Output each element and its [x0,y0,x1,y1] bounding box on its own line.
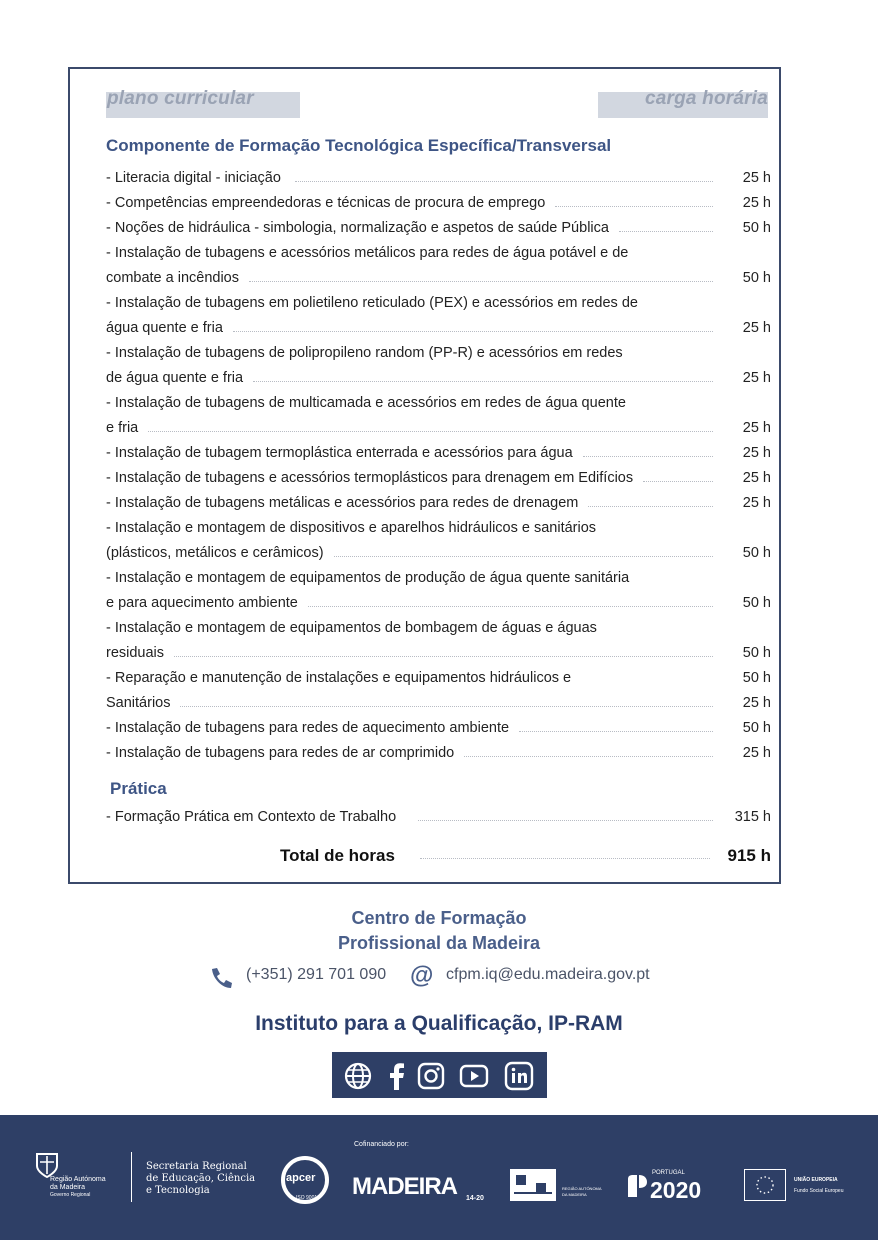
list-item [106,220,771,245]
ram-logo-line1: REGIÃO AUTÓNOMA [562,1186,602,1191]
item-label-line: Sanitários [106,695,171,711]
linkedin-icon[interactable] [504,1061,534,1091]
portugal-2020-year: 2020 [650,1177,702,1203]
item-label-line: - Instalação de tubagens para redes de ar comprimido [106,745,455,761]
apcer-text: apcer [286,1172,316,1184]
item-hours: 25 h [742,745,771,761]
item-label [106,170,726,195]
item-label [106,395,726,445]
item-label [106,720,726,745]
dotted-leader [174,656,713,657]
dotted-leader [583,456,713,457]
dotted-leader [643,481,713,482]
dotted-leader [233,331,713,332]
list-item [106,170,771,195]
dotted-leader [519,731,713,732]
item-label [106,445,726,470]
dotted-leader [588,506,713,507]
list-item [106,620,771,670]
footer [0,1115,878,1240]
list-item-pratica [106,809,771,833]
item-label [106,345,726,395]
item-label [106,470,726,495]
item-label [106,195,726,220]
item-hours: 50 h [742,545,771,561]
item-label-line: - Instalação de tubagens metálicas e acessórios para redes de drenagem [106,495,579,511]
region-line1: Região Autónoma [50,1176,106,1183]
item-label-line: - Instalação e montagem de dispositivos e aparelhos hidráulicos e sanitários [106,520,597,536]
item-hours: 25 h [742,470,771,486]
list-item [106,495,771,520]
eu-flag [744,1169,786,1201]
item-hours: 50 h [742,595,771,611]
header-right-label: carga horária [645,88,768,109]
item-label-line: - Instalação e montagem de equipamentos de bombagem de águas e águas [106,620,597,636]
item-hours: 315 h [734,809,771,825]
dotted-leader [148,431,713,432]
total-dotted-leader [420,858,710,859]
item-label-line: - Instalação de tubagens e acessórios termoplásticos para drenagem em Edifícios [106,470,634,486]
ram-logo [510,1169,556,1201]
item-label-line: água quente e fria [106,320,223,336]
list-item [106,245,771,295]
footer-divider [131,1152,132,1202]
item-label [106,570,726,620]
header-plano-curricular [106,88,300,118]
item-hours: 25 h [742,195,771,211]
dotted-leader [253,381,713,382]
item-label [106,245,726,295]
dotted-leader [249,281,713,282]
portugal-2020-symbol [626,1173,648,1199]
dotted-leader [619,231,713,232]
list-item [106,295,771,345]
globe-icon[interactable] [343,1061,373,1091]
item-hours: 25 h [742,695,771,711]
item-label [106,670,726,720]
list-item [106,345,771,395]
header-carga-horaria [598,88,768,118]
item-label-line: - Competências empreendedoras e técnicas de procura de emprego [106,195,546,211]
item-label-line: - Noções de hidráulica - simbologia, normalização e aspetos de saúde Pública [106,220,609,236]
eu-label-line1: UNIÃO EUROPEIA [794,1177,838,1183]
item-label [106,495,726,520]
phone-number[interactable]: (+351) 291 701 090 [246,966,387,983]
item-label [106,620,726,670]
item-label-line: e para aquecimento ambiente [106,595,298,611]
list-item [106,195,771,220]
dotted-leader [308,606,713,607]
list-item [106,520,771,570]
secretaria-line3: e Tecnologia [146,1185,210,1196]
dotted-leader [295,181,713,182]
region-shield-logo [34,1152,60,1178]
dotted-leader [555,206,713,207]
item-hours: 25 h [742,370,771,386]
total-label: Total de horas [280,846,395,865]
institute-name: Instituto para a Qualificação, IP-RAM [255,1012,623,1035]
item-label [106,295,726,345]
list-item [106,395,771,445]
item-label-line: - Instalação de tubagem termoplástica enterrada e acessórios para água [106,445,573,461]
item-hours: 50 h [742,670,771,686]
phone-icon [208,966,236,990]
center-name-line2: Profissional da Madeira [337,933,541,953]
item-hours: 50 h [742,645,771,661]
item-label-line: - Instalação de tubagens em polietileno reticulado (PEX) e acessórios em redes de [106,295,638,311]
item-label-line: (plásticos, metálicos e cerâmicos) [106,545,324,561]
item-label [106,745,726,770]
item-label-line: combate a incêndios [106,270,239,286]
email-at-icon: @ [410,962,434,989]
item-label-line: - Instalação e montagem de equipamentos de produção de água quente sanitária [106,570,630,586]
portugal-label: PORTUGAL [652,1170,685,1176]
item-label-line: - Reparação e manutenção de instalações e equipamentos hidráulicos e [106,670,572,686]
eu-label-line2: Fundo Social Europeu [794,1188,844,1194]
apcer-iso-text: ISO 9001 [296,1195,318,1201]
ram-logo-line2: DA MADEIRA [562,1192,587,1197]
section-title-pratica: Prática [110,779,167,798]
instagram-icon[interactable] [416,1061,446,1091]
facebook-icon[interactable] [382,1061,412,1091]
email-address[interactable]: cfpm.iq@edu.madeira.gov.pt [446,966,650,983]
list-item [106,445,771,470]
section-title-tecnologica: Componente de Formação Tecnológica Específica/Transversal [106,136,612,155]
center-name-line1: Centro de Formação [351,908,527,928]
header-left-label: plano curricular [107,88,254,109]
list-item [106,470,771,495]
item-label-line: - Literacia digital - iniciação [106,170,281,186]
item-label-line: residuais [106,645,165,661]
dotted-leader [180,706,713,707]
list-item [106,745,771,770]
madeira-years: 14-20 [466,1195,484,1202]
madeira-1420-logo: MADEIRA [352,1173,457,1200]
item-label-line: - Instalação de tubagens e acessórios metálicos para redes de água potável e de [106,245,629,261]
social-bar [332,1052,547,1098]
item-hours: 25 h [742,320,771,336]
item-hours: 25 h [742,445,771,461]
item-label-line: e fria [106,420,139,436]
item-label-line: - Instalação de tubagens de multicamada e acessórios em redes de água quente [106,395,626,411]
item-label: - Formação Prática em Contexto de Trabalho [106,809,397,825]
dotted-leader [334,556,713,557]
secretaria-line1: Secretaria Regional [146,1161,247,1172]
item-hours: 25 h [742,495,771,511]
secretaria-line2: de Educação, Ciência [146,1173,256,1184]
item-label [106,220,726,245]
item-hours: 50 h [742,220,771,236]
item-hours: 25 h [742,170,771,186]
cofinanciado-label: Cofinanciado por: [354,1141,409,1148]
item-label-line: de água quente e fria [106,370,244,386]
item-hours: 50 h [742,720,771,736]
list-item [106,570,771,620]
youtube-icon[interactable] [459,1061,489,1091]
dotted-leader [418,820,713,821]
item-hours: 25 h [742,420,771,436]
region-line3: Governo Regional [50,1192,91,1198]
total-value: 915 h [727,846,771,865]
dotted-leader [464,756,713,757]
list-item [106,720,771,745]
item-label [106,520,726,570]
item-label-line: - Instalação de tubagens para redes de aquecimento ambiente [106,720,510,736]
item-label-line: - Instalação de tubagens de polipropileno random (PP-R) e acessórios em redes [106,345,623,361]
item-hours: 50 h [742,270,771,286]
region-line2: da Madeira [50,1184,86,1191]
list-item [106,670,771,720]
